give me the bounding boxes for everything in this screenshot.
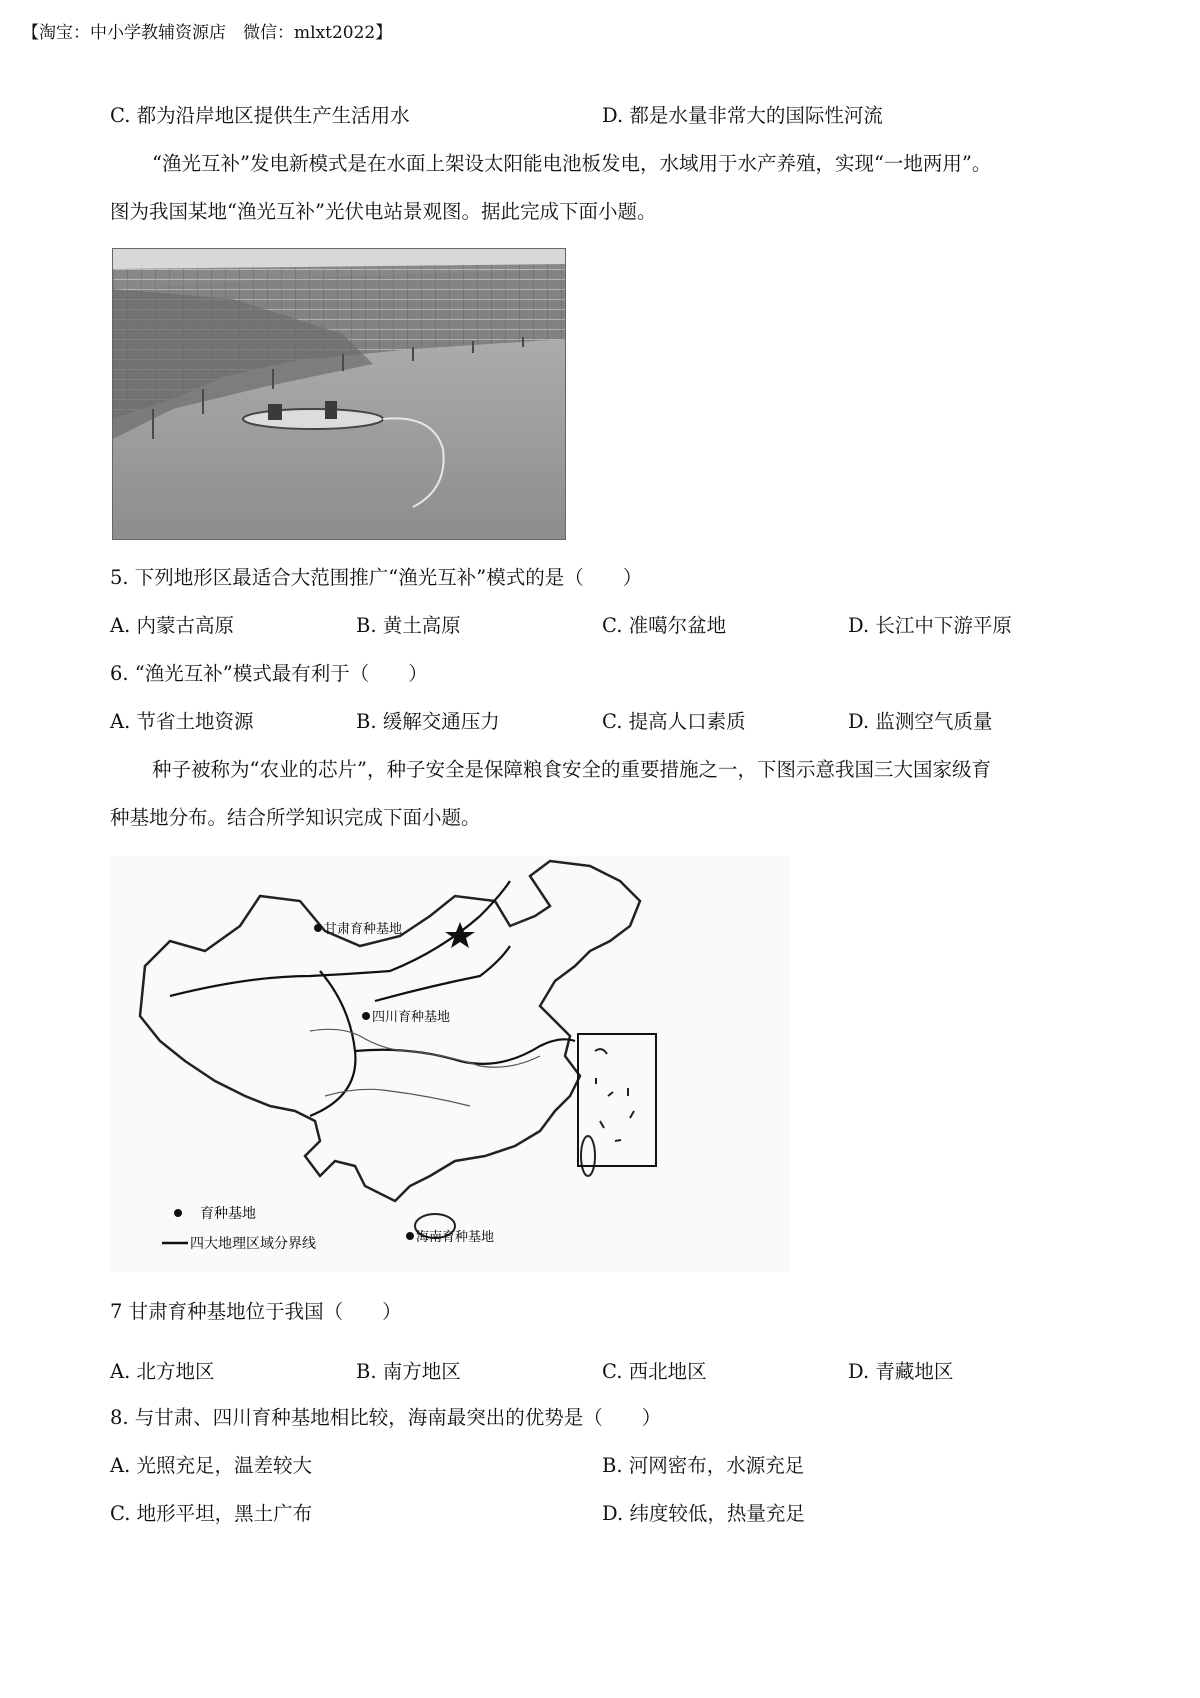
q5-option-b: B. 黄土高原 <box>356 614 461 637</box>
legend-base-label: 育种基地 <box>200 1206 256 1222</box>
q5-option-d: D. 长江中下游平原 <box>848 614 1012 637</box>
q8-option-a: A. 光照充足，温差较大 <box>110 1454 312 1477</box>
sichuan-base-label: 四川育种基地 <box>372 1010 451 1025</box>
q8-option-d: D. 纬度较低，热量充足 <box>602 1502 805 1525</box>
q7-option-d: D. 青藏地区 <box>848 1360 954 1383</box>
q6-option-c: C. 提高人口素质 <box>602 710 746 733</box>
q6-option-a: A. 节省土地资源 <box>110 710 254 733</box>
q7-option-b: B. 南方地区 <box>356 1360 461 1383</box>
china-breeding-base-map <box>110 856 790 1272</box>
intro2-line1: 种子被称为“农业的芯片”，种子安全是保障粮食安全的重要措施之一，下图示意我国三大国家级育 <box>152 758 991 781</box>
q6-option-d: D. 监测空气质量 <box>848 710 993 733</box>
q7-option-a: A. 北方地区 <box>110 1360 215 1383</box>
intro2-line2: 种基地分布。结合所学知识完成下面小题。 <box>110 806 481 829</box>
watermark-header: 【淘宝：中小学教辅资源店 微信：mlxt2022】 <box>22 23 393 43</box>
q5-option-a: A. 内蒙古高原 <box>110 614 234 637</box>
q6-stem: 6. “渔光互补”模式最有利于（ ） <box>110 662 428 685</box>
map-drawing <box>110 856 790 1272</box>
legend-line-label: 四大地理区域分界线 <box>190 1236 316 1252</box>
q5-stem: 5. 下列地形区最适合大范围推广“渔光互补”模式的是（ ） <box>110 566 643 589</box>
hainan-base-label: 海南育种基地 <box>416 1230 495 1245</box>
q8-option-c: C. 地形平坦，黑土广布 <box>110 1502 313 1525</box>
legend-base-marker <box>174 1209 182 1217</box>
gansu-base-marker <box>314 924 322 932</box>
q7-stem: 7 甘肃育种基地位于我国（ ） <box>110 1300 402 1323</box>
q7-option-c: C. 西北地区 <box>602 1360 707 1383</box>
q6-option-b: B. 缓解交通压力 <box>356 710 500 733</box>
hainan-base-marker <box>406 1232 414 1240</box>
prev-option-d: D. 都是水量非常大的国际性河流 <box>602 104 883 127</box>
prev-option-c: C. 都为沿岸地区提供生产生活用水 <box>110 104 410 127</box>
intro1-line2: 图为我国某地“渔光互补”光伏电站景观图。据此完成下面小题。 <box>110 200 657 223</box>
intro1-line1: “渔光互补”发电新模式是在水面上架设太阳能电池板发电，水域用于水产养殖，实现“一地两用”。 <box>152 152 992 175</box>
sichuan-base-marker <box>362 1012 370 1020</box>
photo-drawing <box>113 249 565 539</box>
q8-option-b: B. 河网密布，水源充足 <box>602 1454 805 1477</box>
gansu-base-label: 甘肃育种基地 <box>324 922 403 937</box>
solar-fishery-photo <box>112 248 566 540</box>
q5-option-c: C. 准噶尔盆地 <box>602 614 727 637</box>
q8-stem: 8. 与甘肃、四川育种基地相比较，海南最突出的优势是（ ） <box>110 1406 662 1429</box>
